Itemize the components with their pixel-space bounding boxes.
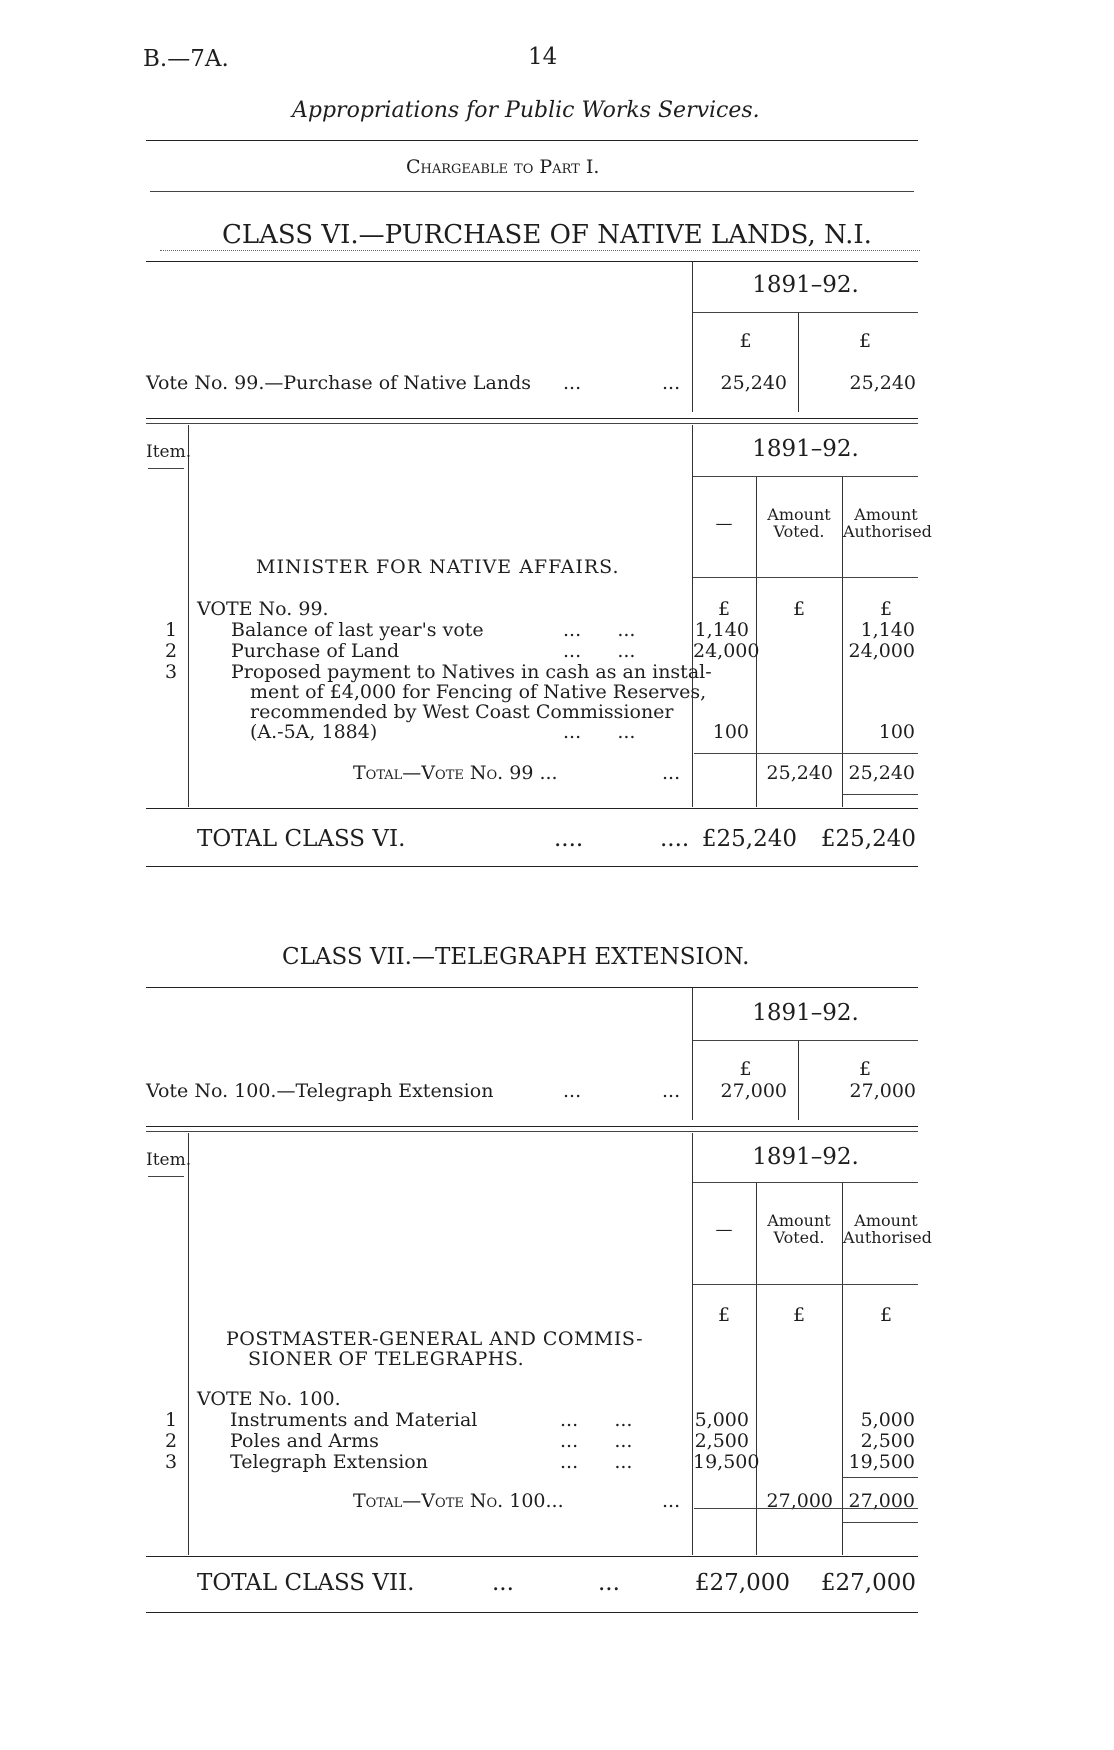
leader-dots: ... ... [563, 721, 636, 743]
rule [146, 261, 918, 262]
class7-heading: CLASS VII.—TELEGRAPH EXTENSION. [282, 944, 750, 970]
item-authorised: 2,500 [860, 1430, 915, 1452]
column-amount-authorised: Amount Authorised [843, 505, 932, 541]
vote-total-authorised: 27,000 [848, 1490, 915, 1512]
item-amount: 24,000 [693, 640, 760, 662]
item-label-line: recommended by West Coast Commissioner [250, 701, 674, 723]
item-label: Poles and Arms [230, 1430, 379, 1452]
rule [146, 1131, 918, 1132]
leader-dots: ... [563, 1080, 582, 1102]
class6-detail-year: 1891–92. [752, 436, 859, 462]
item-number: 2 [165, 1430, 178, 1452]
column-amount-authorised: Amount Authorised [843, 1211, 932, 1247]
column-rule [188, 425, 189, 807]
currency-symbol: £ [717, 598, 731, 620]
column-rule [798, 313, 799, 412]
column-blank-header: — [715, 514, 733, 534]
currency-symbol: £ [792, 598, 806, 620]
leader-dots: ... [662, 762, 681, 784]
item-label-line: Proposed payment to Natives in cash as an instal- [231, 661, 712, 683]
rule [843, 794, 918, 795]
class6-total-left: £25,240 [701, 826, 797, 852]
vote-total-voted: 25,240 [766, 762, 833, 784]
rule [694, 753, 918, 754]
class6-vote-label: Vote No. 99.—Purchase of Native Lands [146, 372, 531, 394]
item-authorised: 1,140 [860, 619, 915, 641]
rule [148, 1176, 184, 1177]
rule [693, 1182, 918, 1183]
leader-dots: ... [662, 1490, 681, 1512]
rule [146, 140, 918, 141]
item-authorised: 100 [878, 721, 915, 743]
item-authorised: 19,500 [848, 1451, 915, 1473]
rule [146, 808, 918, 809]
rule [843, 1477, 918, 1478]
vote-total-authorised: 25,240 [848, 762, 915, 784]
rule [693, 476, 918, 477]
item-label-line: ment of £4,000 for Fencing of Native Reserves, [250, 681, 707, 703]
vote-title: VOTE No. 99. [197, 598, 329, 620]
item-label: Instruments and Material [230, 1409, 478, 1431]
column-rule [798, 1041, 799, 1120]
column-amount-voted: Amount Voted. [767, 505, 831, 541]
leader-dots: ... ... [563, 640, 636, 662]
rule [146, 1612, 918, 1613]
class6-total-right: £25,240 [820, 826, 916, 852]
column-blank-header: — [715, 1220, 733, 1240]
item-amount: 5,000 [694, 1409, 749, 1431]
item-amount: 100 [712, 721, 749, 743]
leader-dots: ... [492, 1570, 514, 1596]
rule [146, 418, 918, 419]
item-label: Telegraph Extension [230, 1451, 428, 1473]
currency-symbol: £ [858, 1058, 872, 1080]
item-label: Purchase of Land [231, 640, 400, 662]
column-rule [188, 1133, 189, 1555]
item-number: 3 [165, 661, 178, 683]
rule [694, 1508, 918, 1509]
vote-total-label: Total—Vote No. 100... [353, 1490, 564, 1512]
class6-vote-value-right: 25,240 [849, 372, 916, 394]
item-amount: 1,140 [694, 619, 749, 641]
item-label: Balance of last year's vote [231, 619, 484, 641]
currency-symbol: £ [879, 598, 893, 620]
vote-total-voted: 27,000 [766, 1490, 833, 1512]
item-amount: 19,500 [693, 1451, 760, 1473]
rule [693, 577, 918, 578]
item-number: 2 [165, 640, 178, 662]
rule [146, 987, 918, 988]
class6-summary-year: 1891–92. [752, 272, 859, 298]
class7-vote-value-left: 27,000 [720, 1080, 787, 1102]
currency-symbol: £ [739, 1058, 752, 1080]
rule [693, 1284, 918, 1285]
currency-symbol: £ [717, 1304, 731, 1326]
rule [146, 1126, 918, 1127]
page-number: 14 [528, 44, 558, 70]
rule [693, 1040, 918, 1041]
currency-symbol: £ [858, 330, 872, 352]
document-reference: B.—7A. [143, 46, 229, 72]
minister-heading-line: POSTMASTER-GENERAL AND COMMIS- [226, 1328, 644, 1350]
rule [160, 250, 920, 251]
item-authorised: 5,000 [860, 1409, 915, 1431]
class6-heading: CLASS VI.—PURCHASE OF NATIVE LANDS, N.I. [222, 220, 872, 250]
class6-total-label: TOTAL CLASS VI. [197, 826, 406, 852]
minister-heading: MINISTER FOR NATIVE AFFAIRS. [256, 556, 620, 578]
rule [146, 1556, 918, 1557]
page-subtitle: Chargeable to Part I. [406, 156, 600, 178]
column-rule [692, 1133, 693, 1555]
item-header: Item. [146, 1150, 192, 1170]
leader-dots: ... [598, 1570, 620, 1596]
class7-detail-year: 1891–92. [752, 1144, 859, 1170]
class6-vote-value-left: 25,240 [720, 372, 787, 394]
column-amount-voted: Amount Voted. [767, 1211, 831, 1247]
item-number: 1 [165, 619, 178, 641]
vote-total-label: Total—Vote No. 99 ... [353, 762, 558, 784]
leader-dots: ... ... [563, 619, 636, 641]
item-number: 1 [165, 1409, 178, 1431]
class7-total-left: £27,000 [694, 1570, 790, 1596]
rule [148, 468, 184, 469]
currency-symbol: £ [792, 1304, 806, 1326]
leader-dots: ... ... [560, 1430, 633, 1452]
item-authorised: 24,000 [848, 640, 915, 662]
leader-dots: .... [660, 826, 690, 852]
rule [146, 866, 918, 867]
item-number: 3 [165, 1451, 178, 1473]
class7-vote-value-right: 27,000 [849, 1080, 916, 1102]
rule [693, 312, 918, 313]
minister-heading-line: SIONER OF TELEGRAPHS. [248, 1348, 525, 1370]
currency-symbol: £ [879, 1304, 893, 1326]
item-label-line: (A.-5A, 1884) [250, 721, 378, 743]
rule [150, 191, 914, 192]
currency-symbol: £ [739, 330, 752, 352]
leader-dots: ... [662, 1080, 681, 1102]
rule [843, 1522, 918, 1523]
item-amount: 2,500 [694, 1430, 749, 1452]
item-header: Item. [146, 442, 192, 462]
page-title: Appropriations for Public Works Services. [292, 98, 760, 123]
vote-title: VOTE No. 100. [197, 1388, 341, 1410]
leader-dots: ... ... [560, 1451, 633, 1473]
leader-dots: ... ... [560, 1409, 633, 1431]
class7-total-right: £27,000 [820, 1570, 916, 1596]
leader-dots: ... [563, 372, 582, 394]
class7-summary-year: 1891–92. [752, 1000, 859, 1026]
leader-dots: ... [662, 372, 681, 394]
class7-total-label: TOTAL CLASS VII. [197, 1570, 415, 1596]
class7-vote-label: Vote No. 100.—Telegraph Extension [146, 1080, 494, 1102]
leader-dots: .... [554, 826, 584, 852]
rule [146, 423, 918, 424]
